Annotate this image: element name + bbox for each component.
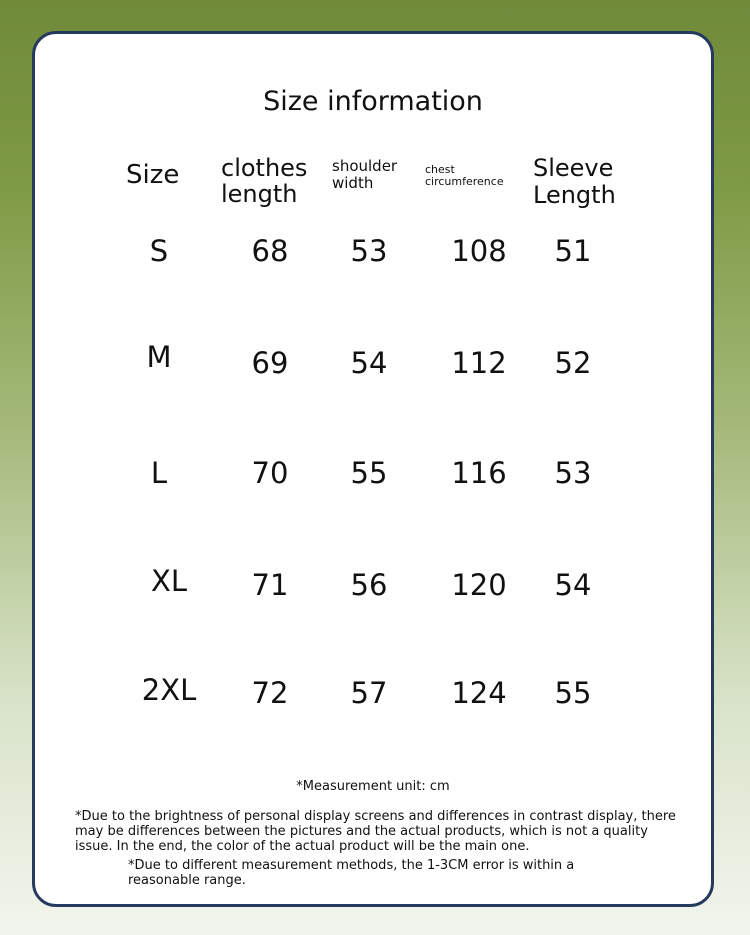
color-disclaimer: *Due to the brightness of personal display screens and differences in contrast display, there may be differences between the pictures and the actual products, which is not a quality issue. In the end, the color of the actual product will be the main one. — [75, 809, 676, 854]
header-shoulder-width-line2: width — [332, 174, 374, 192]
header-size: Size — [126, 160, 180, 190]
cell-size: XL — [150, 564, 188, 598]
cell-sleeve-length: 53 — [554, 456, 592, 490]
cell-clothes-length: 71 — [251, 568, 289, 602]
header-clothes-length-line1: clothes — [221, 154, 308, 182]
cell-size: M — [146, 340, 172, 374]
cell-chest: 112 — [451, 346, 507, 380]
cell-shoulder-width: 53 — [350, 234, 388, 268]
cell-shoulder-width: 57 — [350, 676, 388, 710]
cell-sleeve-length: 51 — [554, 234, 592, 268]
error-note: *Due to different measurement methods, the 1-3CM error is within a reasonable range. — [128, 858, 575, 888]
header-sleeve-length-line2: Length — [533, 181, 616, 209]
cell-clothes-length: 68 — [251, 234, 289, 268]
cell-shoulder-width: 55 — [350, 456, 388, 490]
cell-sleeve-length: 54 — [554, 568, 592, 602]
header-sleeve-length-line1: Sleeve — [533, 154, 614, 182]
cell-chest: 116 — [451, 456, 507, 490]
cell-chest: 120 — [451, 568, 507, 602]
cell-size: L — [150, 456, 168, 490]
cell-shoulder-width: 56 — [350, 568, 388, 602]
header-chest-line2: circumference — [425, 175, 504, 188]
cell-clothes-length: 70 — [251, 456, 289, 490]
cell-shoulder-width: 54 — [350, 346, 388, 380]
cell-clothes-length: 72 — [251, 676, 289, 710]
header-sleeve-length — [533, 155, 616, 209]
header-clothes-length — [221, 155, 307, 207]
table-row-l — [35, 456, 711, 496]
table-row-2xl — [35, 673, 711, 716]
table-row-xl — [35, 564, 711, 608]
cell-size: 2XL — [141, 673, 197, 707]
header-shoulder-width-line1: shoulder — [332, 157, 398, 175]
cell-chest: 108 — [451, 234, 507, 268]
cell-sleeve-length: 52 — [554, 346, 592, 380]
page-title: Size information — [263, 86, 483, 117]
header-chest-line1: chest — [425, 163, 455, 176]
header-chest-circumference — [425, 164, 504, 188]
header-clothes-length-line2: length — [221, 180, 298, 208]
table-row-m — [35, 340, 711, 386]
measurement-unit-note: *Measurement unit: cm — [296, 779, 450, 794]
cell-sleeve-length: 55 — [554, 676, 592, 710]
cell-clothes-length: 69 — [251, 346, 289, 380]
table-row-s — [35, 234, 711, 274]
cell-chest: 124 — [451, 676, 507, 710]
header-shoulder-width — [332, 158, 397, 192]
size-chart-card — [32, 31, 714, 907]
cell-size: S — [149, 234, 169, 268]
